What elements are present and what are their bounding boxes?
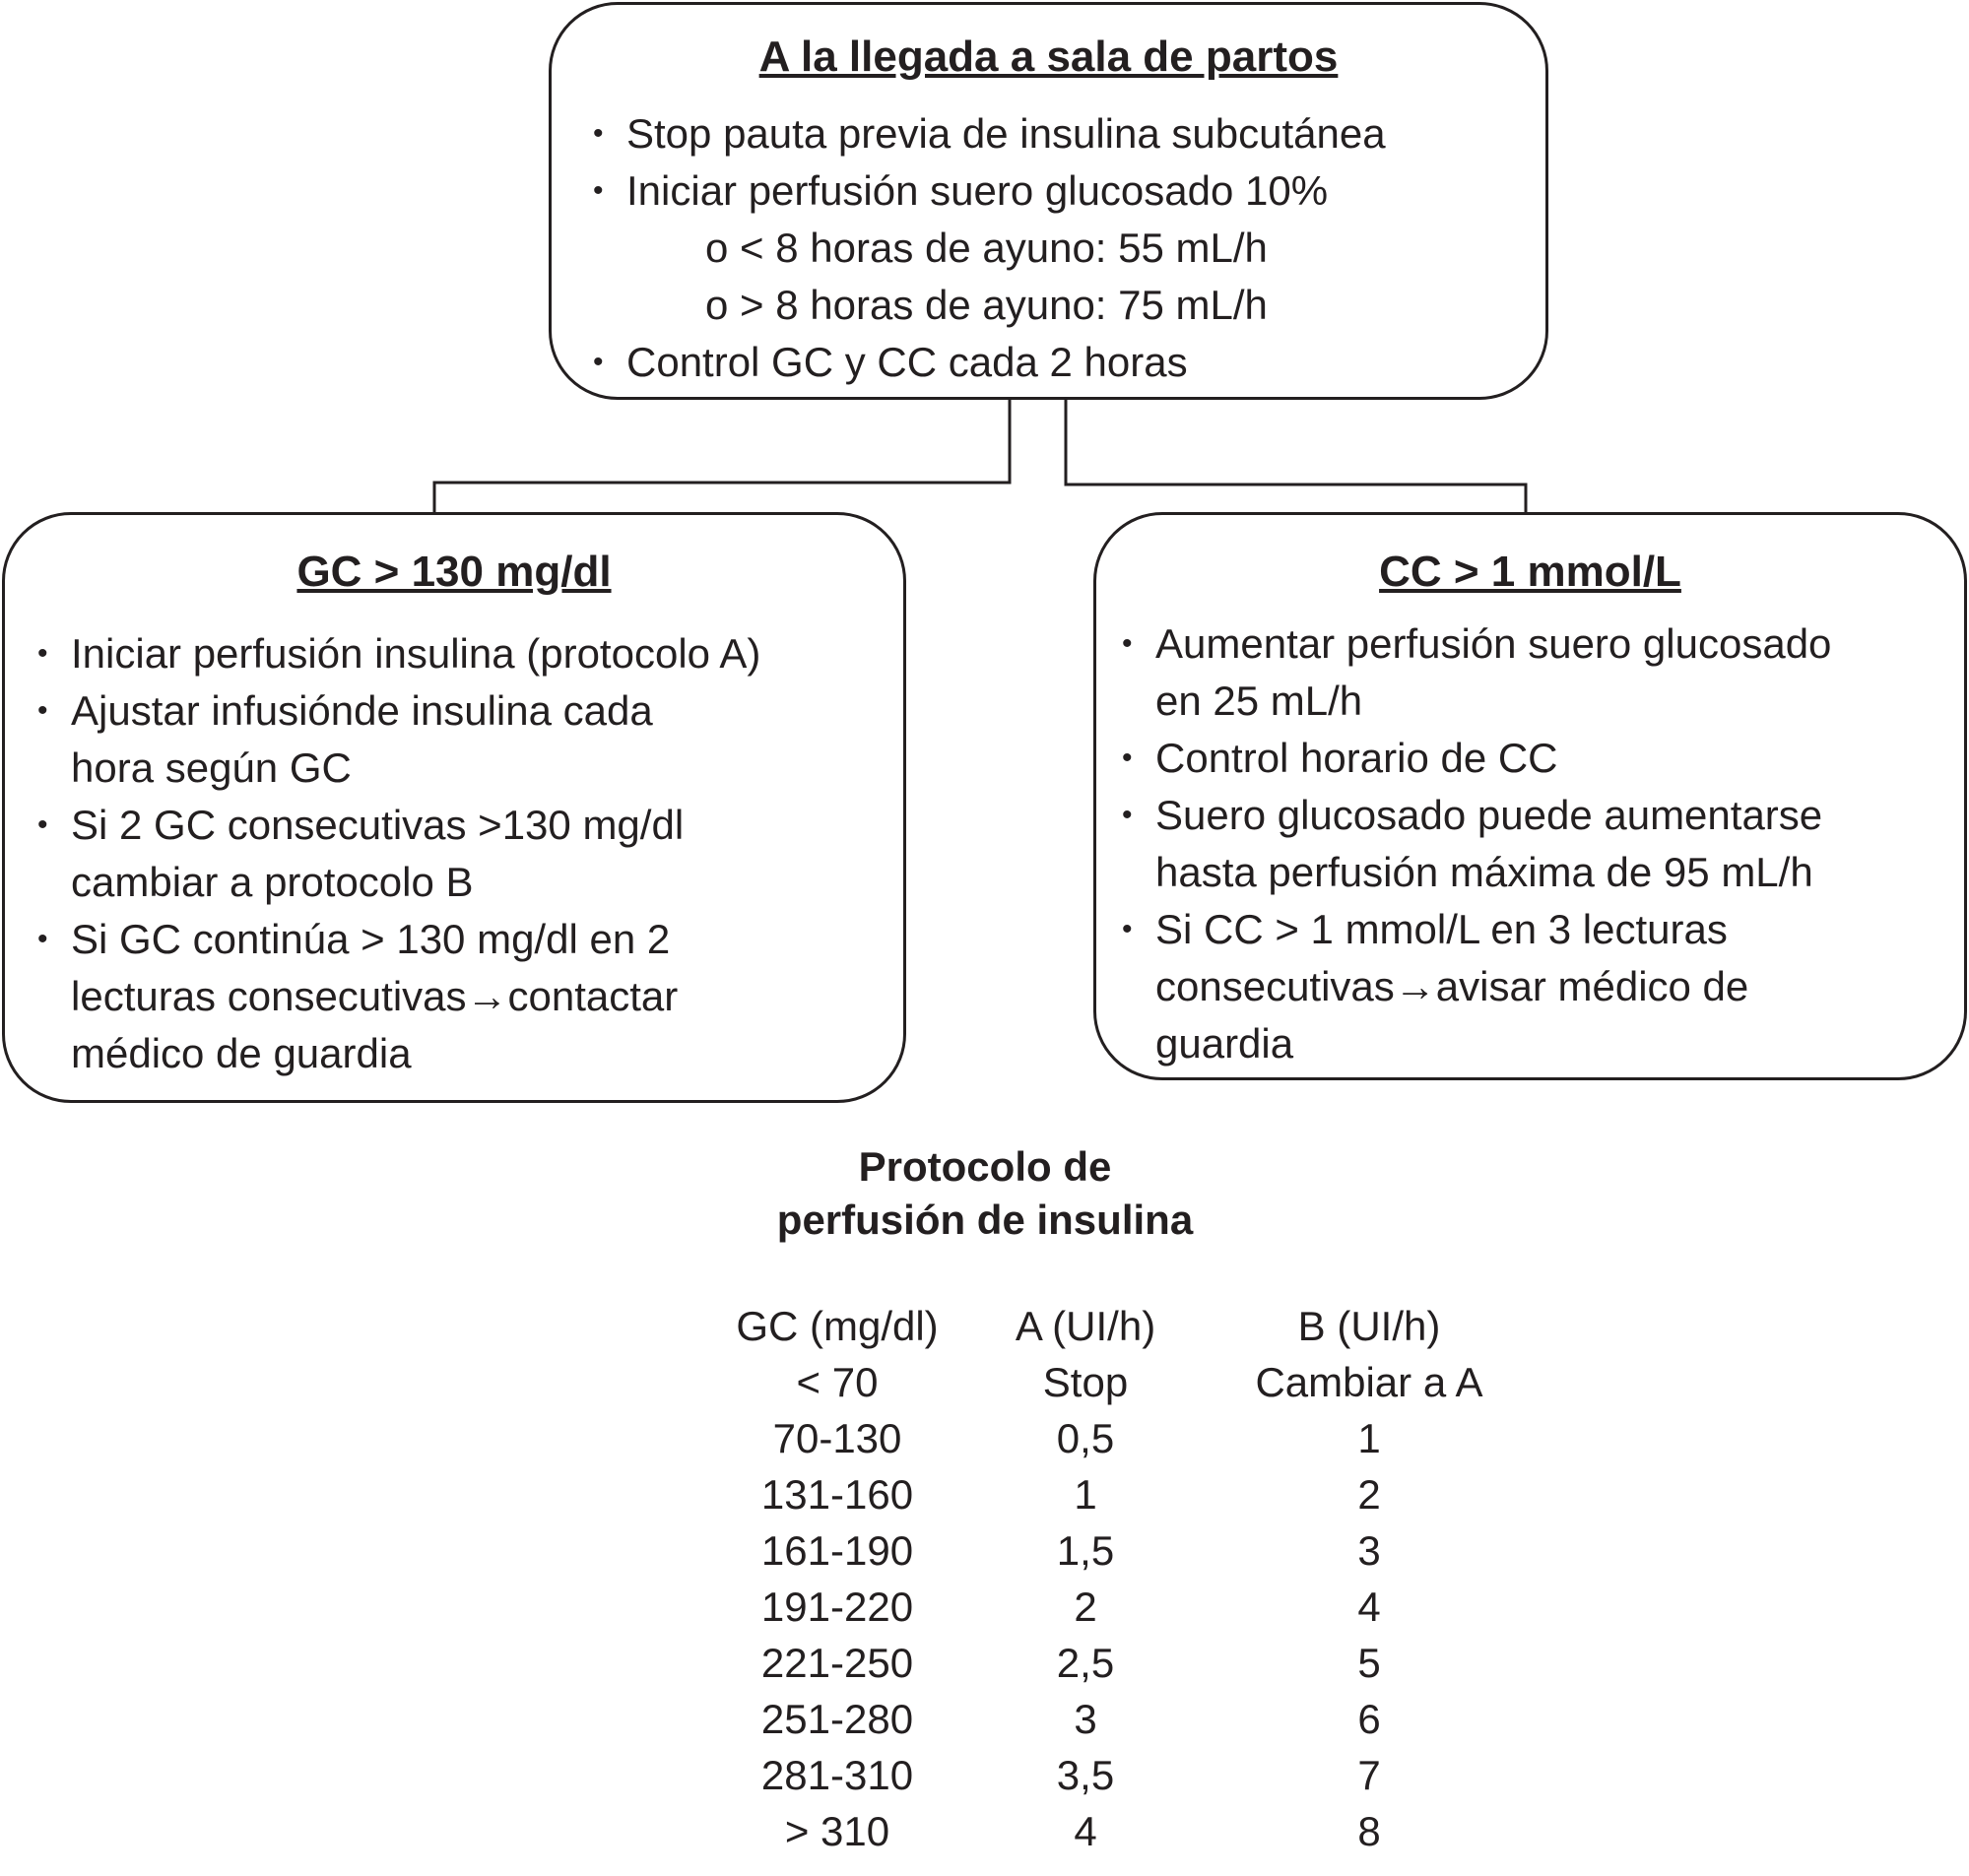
cell-b: 3 [1357,1527,1381,1574]
protocol-table [689,1298,1576,1859]
list-item: • Control GC y CC cada 2 horas [626,334,1386,391]
table-row [689,1466,1576,1522]
cell-a: 1 [1074,1471,1097,1518]
cell-gc: 191-220 [760,1584,914,1630]
cell-a: 1,5 [1056,1527,1115,1574]
cell-b: 7 [1357,1752,1381,1798]
list-item: • Si CC > 1 mmol/L en 3 lecturas [1155,901,1831,958]
cell-gc: < 70 [796,1359,879,1405]
cell-a: 2,5 [1056,1640,1115,1686]
list-item: o < 8 horas de ayuno: 55 mL/h [705,225,1268,271]
table-row [689,1635,1576,1691]
cell-gc: 221-250 [760,1640,914,1686]
arrival-box [549,2,1548,400]
list-item: • Stop pauta previa de insulina subcutánea [626,105,1386,162]
table-row [689,1691,1576,1747]
table-header-row [689,1298,1576,1354]
cell-a: 0,5 [1056,1415,1115,1461]
table-row [689,1803,1576,1859]
list-item: • Control horario de CC [1155,730,1831,787]
table-row [689,1354,1576,1410]
list-item: lecturas consecutivas→contactar [71,973,679,1019]
cell-b: 2 [1357,1471,1381,1518]
protocol-table-title-line: perfusión de insulina [776,1197,1194,1243]
table-row [689,1747,1576,1803]
high-glucose-box-lines [71,625,760,1082]
cell-a: 3 [1074,1696,1097,1742]
table-row [689,1579,1576,1635]
arrival-box-lines [626,105,1386,391]
list-item: • Iniciar perfusión insulina (protocolo A) [71,625,760,682]
cell-a: Stop [1042,1359,1129,1405]
cell-b: 1 [1357,1415,1381,1461]
list-item: • Suero glucosado puede aumentarse [1155,787,1831,844]
protocol-table-title-line: Protocolo de [858,1143,1112,1190]
list-item: en 25 mL/h [1155,678,1363,724]
protocol-table-title [689,1140,1280,1247]
arrival-box-title: A la llegada a sala de partos [758,32,1339,81]
list-item: • Ajustar infusiónde insulina cada [71,682,760,740]
cell-b: 6 [1357,1696,1381,1742]
cell-gc: 161-190 [760,1527,914,1574]
connector-right [1066,400,1526,512]
cell-a: 2 [1074,1584,1097,1630]
cell-b: 4 [1357,1584,1381,1630]
cell-gc: > 310 [784,1808,890,1854]
cell-b: 8 [1357,1808,1381,1854]
list-item: • Iniciar perfusión suero glucosado 10% [626,162,1386,220]
cell-a: 4 [1074,1808,1097,1854]
list-item: o > 8 horas de ayuno: 75 mL/h [705,282,1268,328]
connector-left [434,400,1010,512]
header-b: B (UI/h) [1297,1303,1441,1349]
high-ketone-box-title: CC > 1 mmol/L [1379,548,1681,596]
list-item: guardia [1155,1020,1294,1067]
high-glucose-box [2,512,906,1103]
cell-gc: 281-310 [760,1752,914,1798]
list-item: cambiar a protocolo B [71,859,474,905]
cell-gc: 70-130 [772,1415,902,1461]
cell-gc: 251-280 [760,1696,914,1742]
list-item: hasta perfusión máxima de 95 mL/h [1155,849,1813,895]
high-glucose-box-title: GC > 130 mg/dl [296,548,612,596]
high-ketone-box-lines [1155,615,1831,1072]
table-row [689,1522,1576,1579]
list-item: consecutivas→avisar médico de [1155,963,1749,1009]
cell-gc: 131-160 [760,1471,914,1518]
high-ketone-box [1093,512,1967,1080]
list-item: hora según GC [71,744,352,791]
header-a: A (UI/h) [1015,1303,1156,1349]
list-item: • Si 2 GC consecutivas >130 mg/dl [71,797,760,854]
list-item: médico de guardia [71,1030,412,1076]
cell-a: 3,5 [1056,1752,1115,1798]
table-body [689,1354,1576,1859]
list-item: • Si GC continúa > 130 mg/dl en 2 [71,911,760,968]
table-row [689,1410,1576,1466]
header-gc: GC (mg/dl) [736,1303,939,1349]
cell-b: Cambiar a A [1255,1359,1483,1405]
list-item: • Aumentar perfusión suero glucosado [1155,615,1831,673]
cell-b: 5 [1357,1640,1381,1686]
